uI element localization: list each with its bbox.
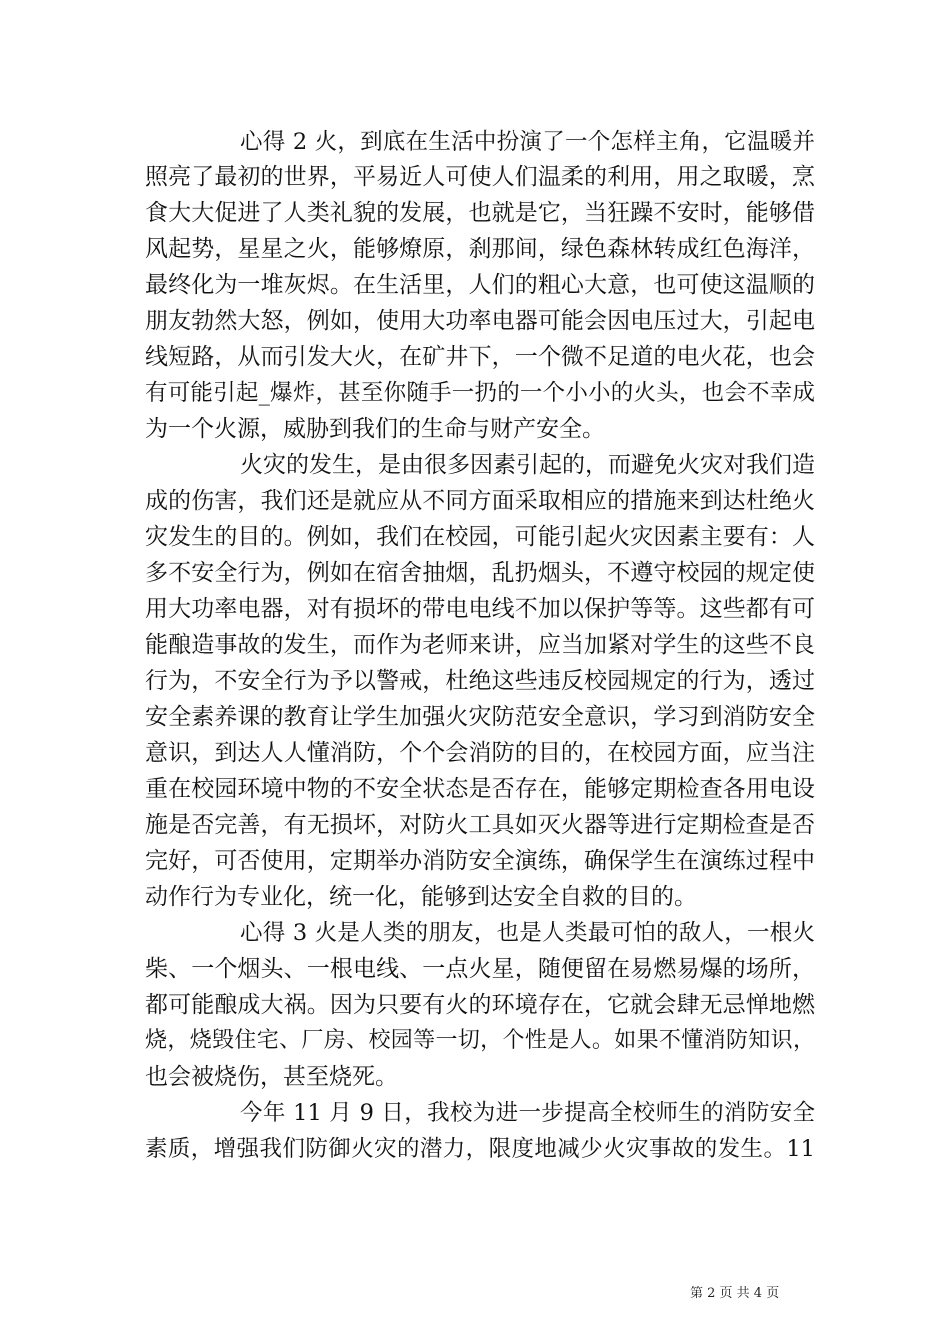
paragraph-line-9: 为一个火源，威胁到我们的生命与财产安全。 [145,416,605,442]
paragraph-line-27: 也会被烧伤，甚至烧死。 [145,1064,398,1090]
paragraph-line-1: 心得 2 火，到底在生活中扮演了一个怎样主角，它温暖并 [240,129,815,155]
paragraph-line-15: 能酿造事故的发生，而作为老师来讲，应当加紧对学生的这些不良 [145,632,815,658]
paragraph-line-20: 施是否完善，有无损坏，对防火工具如灭火器等进行定期检查是否 [145,812,815,838]
paragraph-line-5: 最终化为一堆灰烬。在生活里，人们的粗心大意，也可使这温顺的 [145,272,815,298]
paragraph-line-21: 完好，可否使用，定期举办消防安全演练，确保学生在演练过程中 [145,848,815,874]
paragraph-line-28: 今年 11 月 9 日，我校为进一步提高全校师生的消防安全 [240,1100,815,1126]
paragraph-line-25: 都可能酿成大祸。因为只要有火的环境存在，它就会肆无忌惮地燃 [145,992,815,1018]
paragraph-line-7: 线短路，从而引发大火，在矿井下，一个微不足道的电火花，也会 [145,344,815,370]
paragraph-line-19: 重在校园环境中物的不安全状态是否存在，能够定期检查各用电设 [145,776,815,802]
paragraph-line-2: 照亮了最初的世界，平易近人可使人们温柔的利用，用之取暖，烹 [145,164,815,190]
paragraph-line-4: 风起势，星星之火，能够燎原，刹那间，绿色森林转成红色海洋， [145,236,815,262]
paragraph-line-18: 意识，到达人人懂消防，个个会消防的目的，在校园方面，应当注 [145,740,815,766]
paragraph-line-3: 食大大促进了人类礼貌的发展，也就是它，当狂躁不安时，能够借 [145,200,815,226]
paragraph-line-24: 柴、一个烟头、一根电线、一点火星，随便留在易燃易爆的场所， [145,956,815,982]
paragraph-line-6: 朋友勃然大怒，例如，使用大功率电器可能会因电压过大，引起电 [145,308,815,334]
paragraph-line-16: 行为，不安全行为予以警戒，杜绝这些违反校园规定的行为，透过 [145,668,815,694]
paragraph-line-17: 安全素养课的教育让学生加强火灾防范安全意识，学习到消防安全 [145,704,815,730]
paragraph-line-12: 灾发生的目的。例如，我们在校园，可能引起火灾因素主要有：人 [145,524,815,550]
page-number-footer: 第 2 页 共 4 页 [690,1286,780,1301]
paragraph-line-8: 有可能引起_爆炸，甚至你随手一扔的一个小小的火头，也会不幸成 [145,380,815,406]
paragraph-line-14: 用大功率电器，对有损坏的带电电线不加以保护等等。这些都有可 [145,596,815,622]
paragraph-line-11: 成的伤害，我们还是就应从不同方面采取相应的措施来到达杜绝火 [145,488,815,514]
paragraph-line-13: 多不安全行为，例如在宿舍抽烟，乱扔烟头，不遵守校园的规定使 [145,560,815,586]
paragraph-line-10: 火灾的发生，是由很多因素引起的，而避免火灾对我们造 [240,452,815,478]
paragraph-line-26: 烧，烧毁住宅、厂房、校园等一切，个性是人。如果不懂消防知识， [145,1028,815,1053]
paragraph-line-22: 动作行为专业化，统一化，能够到达安全自救的目的。 [145,884,697,910]
paragraph-line-23: 心得 3 火是人类的朋友，也是人类最可怕的敌人，一根火 [240,920,815,946]
paragraph-line-29: 素质，增强我们防御火灾的潜力，限度地减少火灾事故的发生。11 [145,1136,815,1162]
